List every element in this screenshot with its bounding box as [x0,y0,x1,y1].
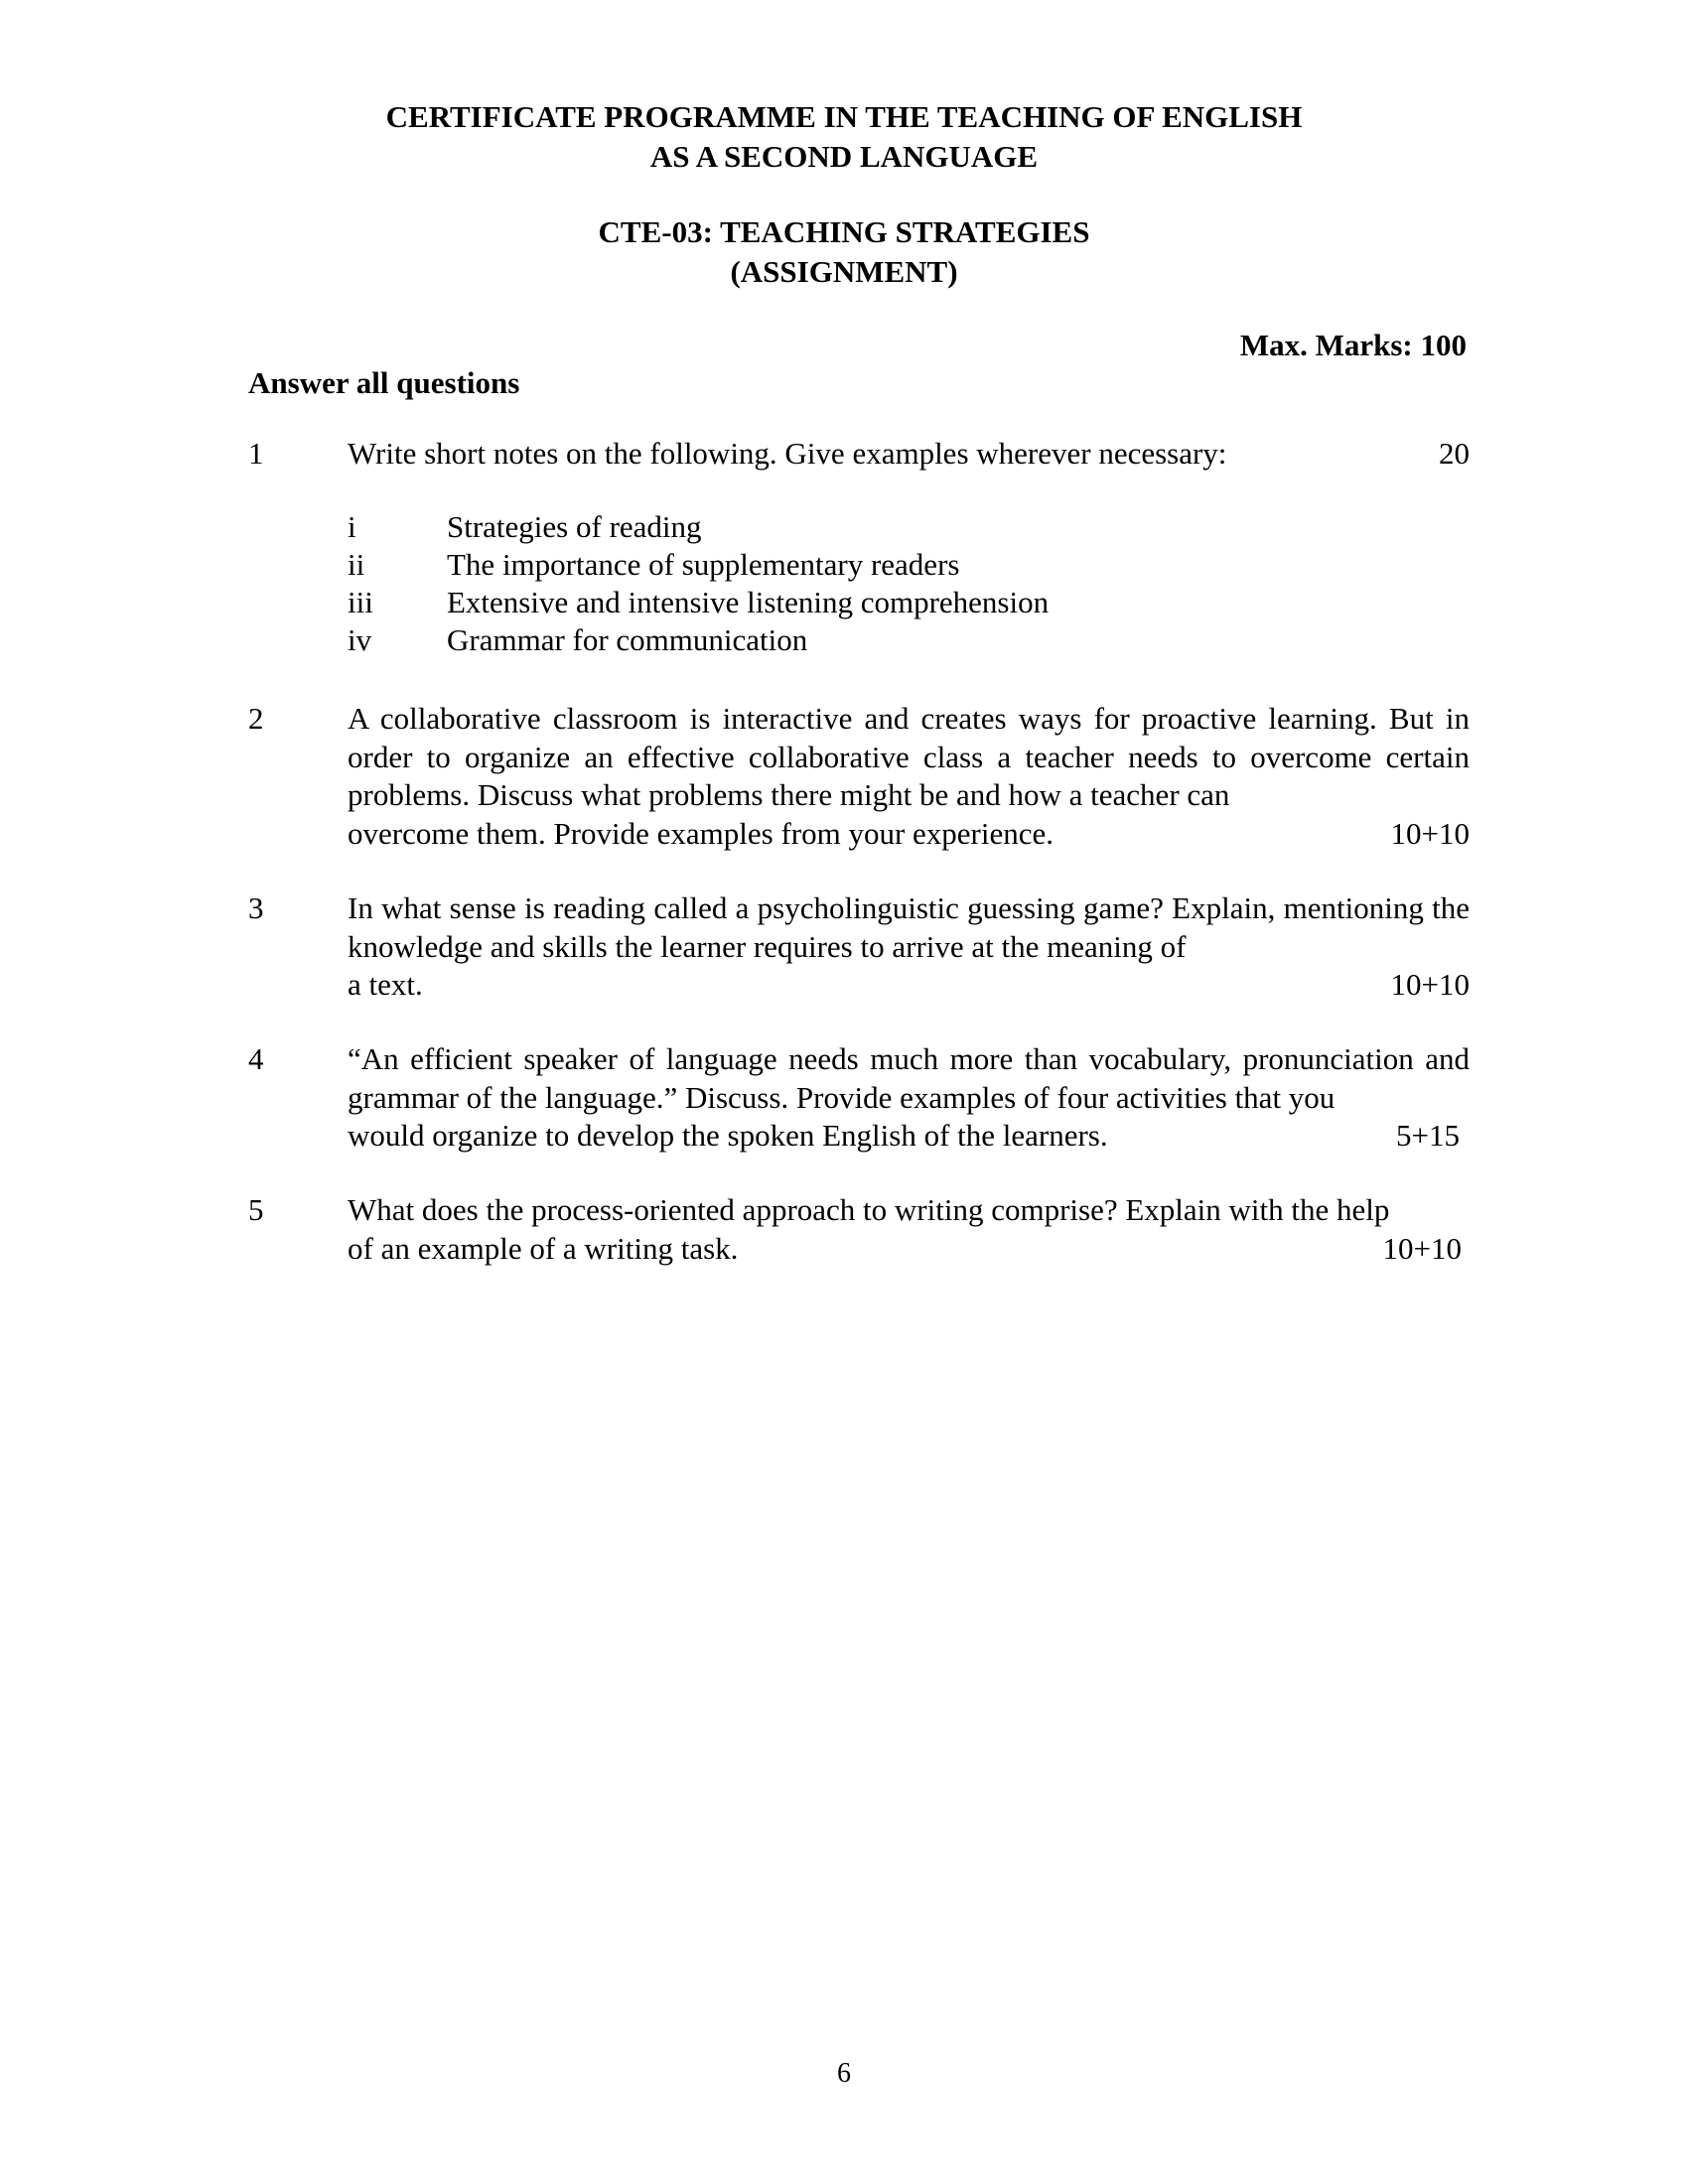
question-number: 3 [248,890,264,925]
programme-title-line-1: CERTIFICATE PROGRAMME IN THE TEACHING OF ENGLISH [385,99,1303,134]
subitem-text: Strategies of reading [447,509,702,544]
question-number: 2 [248,701,264,736]
question-text: In what sense is reading called a psycholinguistic guessing game? Explain, mentioning the knowledge and skills the learner requires to arrive at the meaning of [348,890,1470,964]
subitem-text: Grammar for communication [447,622,808,657]
question-number: 5 [248,1192,264,1227]
programme-title-line-2: AS A SECOND LANGUAGE [649,139,1039,174]
question-text: Write short notes on the following. Give examples wherever necessary: [348,436,1227,471]
question-text: “An efficient speaker of language needs much more than vocabulary, pronunciation and grammar of the language.” Discuss. Provide examples of four activities that you [348,1041,1470,1115]
subitem [348,584,1049,621]
subitem-text: Extensive and intensive listening comprehension [447,585,1050,619]
page-number: 6 [837,2058,851,2089]
subitem-number: iii [348,585,373,619]
question-last-line: of an example of a writing task. [348,1230,739,1266]
question-number: 1 [248,436,264,471]
course-title-line-1: CTE-03: TEACHING STRATEGIES [598,214,1090,249]
question-line [348,966,1470,1005]
question-marks: 20 [1439,436,1470,471]
subitem-text: The importance of supplementary readers [447,547,960,582]
course-title [0,212,1688,292]
question-text-block [348,1191,1470,1268]
question-text: What does the process-oriented approach to writing comprise? Explain with the help [348,1192,1390,1227]
question-marks: 10+10 [1390,967,1470,1002]
question-marks: 10+10 [1382,1230,1462,1266]
question-last-line: would organize to develop the spoken English of the learners. [348,1118,1108,1153]
programme-title [0,97,1688,177]
subitem [348,621,1049,659]
subitem-number: ii [348,547,365,582]
question-number: 4 [248,1041,264,1076]
question-1-subitems [348,508,1049,659]
question-line [348,815,1470,854]
question-last-line: overcome them. Provide examples from your experience. [348,815,1055,851]
max-marks: Max. Marks: 100 [1239,328,1467,362]
question-marks: 10+10 [1390,815,1470,851]
question-text: A collaborative classroom is interactive and creates ways for proactive learning. But in order to organize an effective collaborative class a teacher needs to overcome certain problems. Discuss what problems there might be and how a teacher can [348,701,1470,812]
question-text-block [348,889,1470,1005]
question-line [348,1117,1470,1156]
subitem-number: i [348,509,356,544]
course-title-line-2: (ASSIGNMENT) [730,254,958,289]
subitem-number: iv [348,622,372,657]
question-line [348,1230,1470,1269]
instructions: Answer all questions [248,365,520,400]
question-line [348,435,1470,474]
question-text-block [348,435,1470,474]
question-text-block [348,700,1470,853]
question-text-block [348,1040,1470,1156]
question-last-line: a text. [348,967,423,1002]
subitem [348,546,1049,584]
question-marks: 5+15 [1396,1118,1460,1153]
subitem [348,508,1049,546]
